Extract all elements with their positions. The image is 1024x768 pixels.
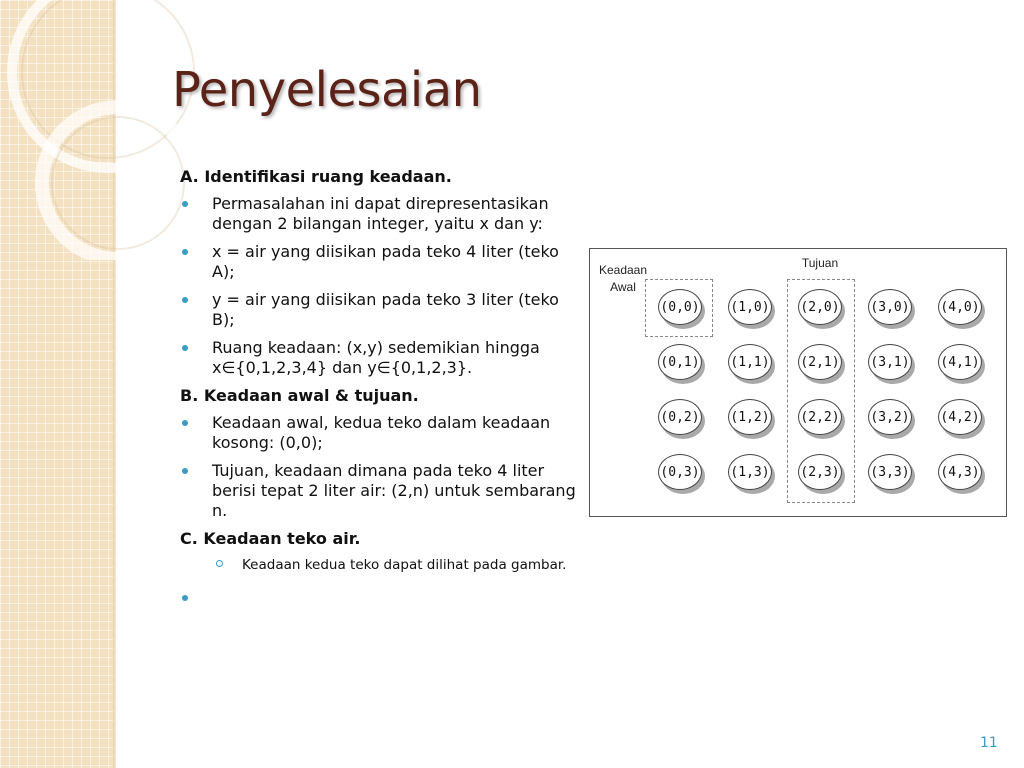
- slide-title: Penyelesaian: [172, 62, 482, 118]
- state-node: (1,3): [728, 454, 772, 490]
- state-node: (1,1): [728, 344, 772, 380]
- initial-state-label-line1: Keadaan: [598, 263, 648, 277]
- state-node: (4,1): [938, 344, 982, 380]
- bullet-icon: [182, 249, 188, 255]
- list-item-text: Tujuan, keadaan dimana pada teko 4 liter berisi tepat 2 liter air: (2,n) untuk sembarang n.: [212, 461, 576, 520]
- state-node: (4,2): [938, 399, 982, 435]
- page-number: 11: [980, 735, 998, 751]
- bullet-icon: [182, 345, 188, 351]
- section-c-heading: C. Keadaan teko air.: [180, 529, 361, 548]
- bullet-icon: [182, 420, 188, 426]
- slide-content: [180, 164, 585, 616]
- state-node: (2,3): [798, 454, 842, 490]
- initial-state-label-line2: Awal: [610, 280, 636, 294]
- state-node: (0,1): [658, 344, 702, 380]
- list-item: [180, 242, 585, 282]
- bullet-icon: [182, 201, 188, 207]
- list-item-text: Ruang keadaan: (x,y) sedemikian hingga x∈{0,1,2,3,4} dan y∈{0,1,2,3}.: [212, 338, 540, 377]
- state-node: (1,2): [728, 399, 772, 435]
- state-node: (3,0): [868, 289, 912, 325]
- list-item-text: Keadaan awal, kedua teko dalam keadaan kosong: (0,0);: [212, 413, 551, 452]
- bullet-icon: [182, 595, 188, 601]
- sub-list-item-text: Keadaan kedua teko dapat dilihat pada gambar.: [242, 557, 567, 573]
- list-item: [180, 338, 585, 378]
- sub-bullet-icon: [216, 560, 223, 567]
- state-node: (2,0): [798, 289, 842, 325]
- sub-list-item: [180, 556, 585, 574]
- state-node: (0,3): [658, 454, 702, 490]
- empty-list-item: [180, 588, 585, 608]
- bullet-icon: [182, 468, 188, 474]
- state-node: (3,1): [868, 344, 912, 380]
- goal-state-label: Tujuan: [801, 256, 839, 270]
- state-node: (4,0): [938, 289, 982, 325]
- state-node: (3,3): [868, 454, 912, 490]
- list-item-text: y = air yang diisikan pada teko 3 liter (teko B);: [212, 290, 559, 329]
- state-node: (1,0): [728, 289, 772, 325]
- state-space-diagram: [589, 248, 1007, 517]
- initial-state-label: [594, 262, 652, 296]
- list-item-text: Permasalahan ini dapat direpresentasikan dengan 2 bilangan integer, yaitu x dan y:: [212, 194, 549, 233]
- list-item: [180, 194, 585, 234]
- section-b-heading: B. Keadaan awal & tujuan.: [180, 386, 419, 405]
- section-a-heading: A. Identifikasi ruang keadaan.: [180, 167, 452, 186]
- state-node: (2,2): [798, 399, 842, 435]
- list-item-text: x = air yang diisikan pada teko 4 liter (teko A);: [212, 242, 559, 281]
- state-node: (2,1): [798, 344, 842, 380]
- state-node: (0,2): [658, 399, 702, 435]
- list-item: [180, 290, 585, 330]
- list-item: [180, 461, 585, 521]
- bullet-icon: [182, 297, 188, 303]
- state-node: (4,3): [938, 454, 982, 490]
- list-item: [180, 413, 585, 453]
- state-node: (3,2): [868, 399, 912, 435]
- state-node: (0,0): [658, 289, 702, 325]
- decorative-circles: [0, 0, 200, 260]
